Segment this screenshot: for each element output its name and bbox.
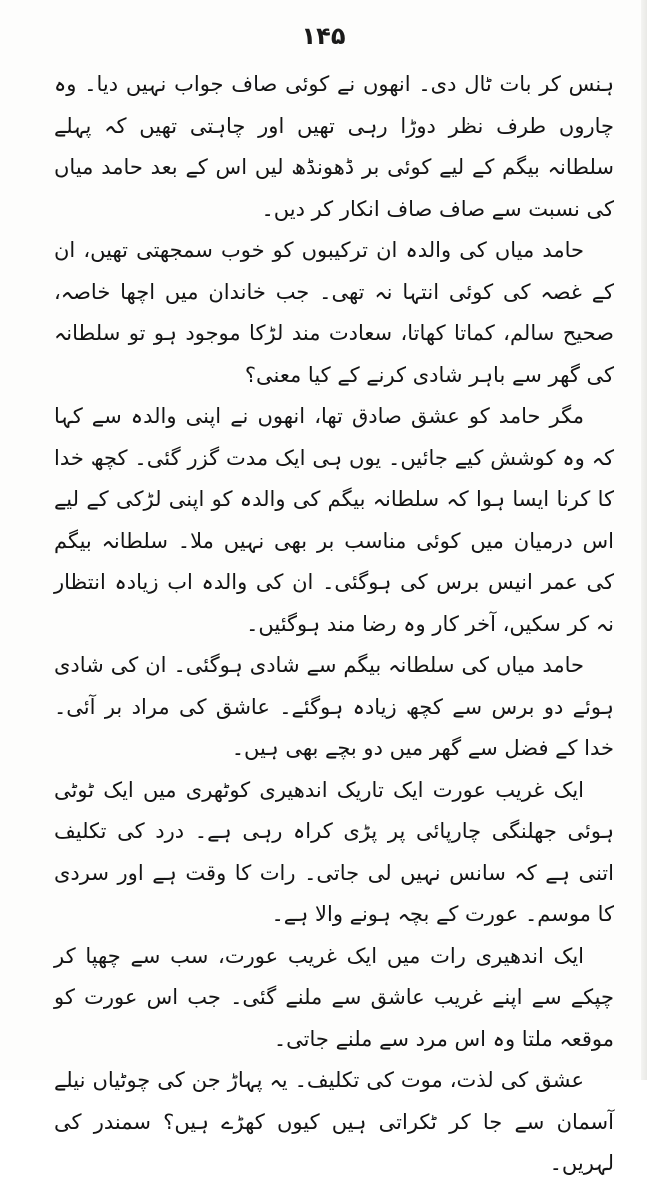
paragraph-3: مگر حامد کو عشق صادق تھا، انھوں نے اپنی والدہ سے کہا کہ وہ کوشش کیے جائیں۔ یوں ہی ایک مدت گزر گئی۔ کچھ خدا کا کرنا ایسا ہوا کہ سلطانہ بیگم کی والدہ کو اپنی لڑکی کے لیے اس درمیان میں کوئی مناسب بر بھی نہیں ملا۔ سلطانہ بیگم کی عمر انیس برس کی ہوگئی۔ ان کی والدہ اب زیادہ انتظار نہ کر سکیں، آخر کار وہ رضا مند ہوگئیں۔ [54, 404, 614, 636]
paragraph-7: عشق کی لذت، موت کی تکلیف۔ یہ پہاڑ جن کی چوٹیاں نیلے آسمان سے جا کر ٹکراتی ہیں کیوں کھڑے ہیں؟ سمندر کی لہریں۔ [54, 1068, 614, 1175]
page-edge-shadow [641, 0, 647, 1080]
page-body-text [54, 64, 614, 1185]
paragraph-4: حامد میاں کی سلطانہ بیگم سے شادی ہوگئی۔ ان کی شادی ہوئے دو برس سے کچھ زیادہ ہوگئے۔ عاشق کی مراد بر آئی۔ خدا کے فضل سے گھر میں دو بچے بھی ہیں۔ [54, 653, 614, 760]
paragraph-5: ایک غریب عورت ایک تاریک اندھیری کوٹھری میں ایک ٹوٹی ہوئی جھلنگی چارپائی پر پڑی کراہ رہی ہے۔ درد کی تکلیف اتنی ہے کہ سانس نہیں لی جاتی۔ رات کا وقت ہے اور سردی کا موسم۔ عورت کے بچہ ہونے والا ہے۔ [54, 777, 614, 926]
paragraph-1: ہنس کر بات ٹال دی۔ انھوں نے کوئی صاف جواب نہیں دیا۔ وہ چاروں طرف نظر دوڑا رہی تھیں اور چاہتی تھیں کہ پہلے سلطانہ بیگم کے لیے کوئی بر ڈھونڈھ لیں اس کے بعد حامد میاں کی نسبت سے صاف صاف انکار کر دیں۔ [54, 72, 614, 221]
paragraph-2: حامد میاں کی والدہ ان ترکیبوں کو خوب سمجھتی تھیں، ان کے غصہ کی کوئی انتہا نہ تھی۔ جب خاندان میں اچھا خاصہ، صحیح سالم، کماتا کھاتا، سعادت مند لڑکا موجود ہو تو سلطانہ کی گھر سے باہر شادی کرنے کے کیا معنی؟ [54, 238, 614, 387]
paragraph-6: ایک اندھیری رات میں ایک غریب عورت، سب سے چھپا کر چپکے سے اپنے غریب عاشق سے ملنے گئی۔ جب اس عورت کو موقعہ ملتا وہ اس مرد سے ملنے جاتی۔ [54, 943, 614, 1051]
page-number: ۱۴۵ [301, 22, 346, 50]
